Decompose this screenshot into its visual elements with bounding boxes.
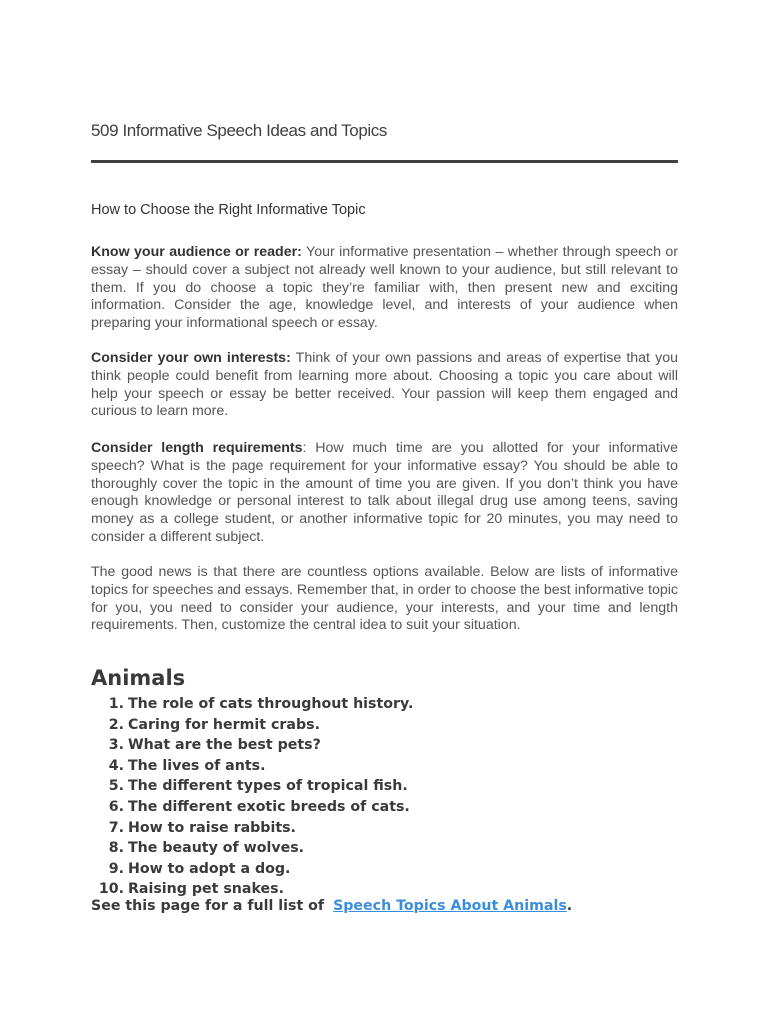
- list-item-text: Caring for hermit crabs.: [128, 716, 320, 733]
- list-item-text: How to raise rabbits.: [128, 819, 296, 836]
- list-item: [91, 879, 413, 900]
- paragraph-interests: [91, 350, 678, 421]
- paragraph-body: Your informative presentation – whether through speech or essay – should cover a subject not already well known to your audience, but still relevant to them. If you do choose a topic they’re familiar with, then present new and exciting information. Consider the age, knowledge level, and interests of your audience when preparing your informational speech or essay.: [91, 244, 678, 332]
- list-item-text: The different types of tropical fish.: [128, 778, 408, 795]
- list-item-number: 10.: [98, 881, 124, 898]
- see-more-prefix: See this page for a full list of: [91, 898, 325, 914]
- title-divider: [91, 160, 678, 163]
- list-item: [91, 818, 413, 839]
- list-item-number: 5.: [108, 778, 124, 795]
- paragraph-lead: Know your audience or reader:: [91, 244, 302, 260]
- list-item-text: How to adopt a dog.: [128, 860, 291, 877]
- section-heading: How to Choose the Right Informative Topic: [91, 202, 366, 218]
- list-item-number: 9.: [108, 860, 124, 877]
- paragraph-lead: Consider length requirements: [91, 440, 303, 456]
- paragraph-body: The good news is that there are countless options available. Below are lists of informative topics for speeches and essays. Remember that, in order to choose the best informative topic for you, you need to consider your audience, your interests, and your time and length requirements. Then, customize the central idea to suit your situation.: [91, 564, 678, 634]
- document-title: 509 Informative Speech Ideas and Topics: [91, 121, 387, 140]
- list-item: [91, 838, 413, 859]
- list-item-text: The role of cats throughout history.: [128, 696, 414, 712]
- see-more-suffix: .: [566, 898, 573, 914]
- list-item-number: 1.: [108, 696, 124, 712]
- list-item-number: 7.: [108, 819, 124, 836]
- list-item: [91, 735, 413, 756]
- paragraph-body: Think of your own passions and areas of expertise that you think people could benefit from learning more about. Choosing a topic you care about will help your speech or essay be better received. Your passion will keep them engaged and curious to learn more.: [91, 350, 678, 420]
- list-item: [91, 797, 413, 818]
- paragraph-body: : How much time are you allotted for your informative speech? What is the page requirement for your informative essay? You should be able to thoroughly cover the topic in the amount of time you are given. If you don’t think you have enough knowledge or personal interest to talk about illegal drug use among teens, saving money as a college student, or another informative topic for 20 minutes, you may need to consider a different subject.: [91, 440, 679, 545]
- list-item-number: 4.: [108, 757, 124, 774]
- animals-heading: Animals: [91, 666, 186, 690]
- paragraph-lead: Consider your own interests:: [91, 350, 291, 366]
- list-item-text: The lives of ants.: [128, 757, 266, 774]
- list-item-text: The different exotic breeds of cats.: [128, 798, 410, 815]
- paragraph-length: [91, 440, 678, 547]
- animals-topics-link[interactable]: Speech Topics About Animals: [333, 898, 567, 914]
- paragraph-good-news: [91, 564, 678, 635]
- list-item-text: The beauty of wolves.: [128, 840, 305, 857]
- list-item-number: 2.: [108, 716, 124, 733]
- see-more-line: [91, 898, 572, 914]
- list-item: [91, 756, 413, 777]
- paragraph-audience: [91, 244, 678, 333]
- list-item: [91, 776, 413, 797]
- list-item-number: 3.: [108, 737, 124, 754]
- list-item: [91, 859, 413, 880]
- list-item-text: Raising pet snakes.: [128, 881, 284, 898]
- list-item-number: 8.: [108, 840, 124, 857]
- animals-topic-list: [91, 694, 413, 900]
- list-item-text: What are the best pets?: [128, 737, 321, 754]
- list-item-number: 6.: [108, 798, 124, 815]
- list-item: [91, 694, 413, 715]
- list-item: [91, 715, 413, 736]
